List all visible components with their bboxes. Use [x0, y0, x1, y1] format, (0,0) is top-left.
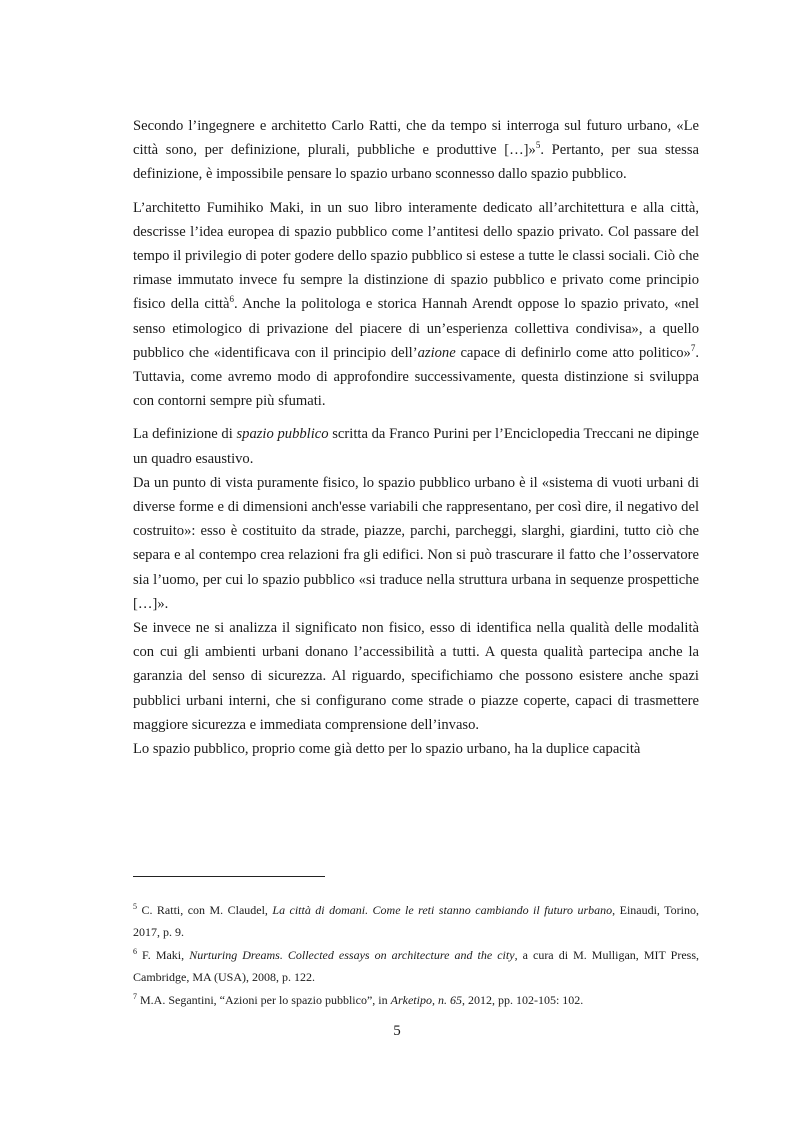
- footnote-ref-6[interactable]: 6: [229, 294, 235, 305]
- paragraph-ratti: Secondo l’ingegnere e architetto Carlo Ratti, che da tempo si interroga sul futuro urbano, «Le città sono, per definizione, plurali, pubbliche e produttive […]»$^5$. Pertanto, per sua stessa definizione, è impossibile pensare lo spazio urbano sconnesso dallo spazio pubblico.: [133, 118, 699, 183]
- footnote-ref-5[interactable]: 5: [535, 140, 541, 151]
- paragraph-purini: La definizione di spazio pubblico scritta da Franco Purini per l’Enciclopedia Treccani ne dipinge un quadro esaustivo.: [133, 426, 699, 467]
- footnote-separator: [133, 876, 325, 877]
- body-text: [133, 114, 699, 761]
- paragraph-nonphysical: Se invece ne si analizza il significato non fisico, esso di identifica nella qualità delle modalità con cui gli ambienti urbani donano l’accessibilità a tutti. A questa qualità partecipa anche la garanzia del senso di sicurezza. Al riguardo, specifichiamo che possono esistere anche spazi pubblici urbani interni, che si configurano come strade o piazze coperte, capaci di trasmettere maggiore sicurezza e immediata comprensione dell’invaso.: [133, 620, 699, 733]
- paragraph-physical: Da un punto di vista puramente fisico, lo spazio pubblico urbano è il «sistema di vuoti urbani di diverse forme e di dimensioni anch'esse variabili che rappresentano, per così dire, il negativo del costruito»: esso è costituito da strade, piazze, parchi, parcheggi, slarghi, giardini, tutto ciò che separa e al contempo crea relazioni fra gli edifici. Non si può trascurare il fatto che l’osservatore sia l’uomo, per cui lo spazio pubblico «si traduce nella struttura urbana in sequenze prospettiche […]».: [133, 474, 699, 612]
- footnote-ref-7[interactable]: 7: [690, 342, 696, 353]
- paragraph-maki: L’architetto Fumihiko Maki, in un suo libro interamente dedicato all’architettura e alla città, descrisse l’idea europea di spazio pubblico come l’antitesi dello spazio privato. Col passare del tempo il privilegio di poter godere dello spazio pubblico si estese a tutte le classi sociali. Ciò che rimase immutato invece fu sempre la distinzione di spazio pubblico e privato come principio fisico della città$^6$. Anche la politologa e storica Hannah Arendt oppose lo spazio privato, «nel senso etimologico di privazione del piacere di un’esperienza collettiva condivisa», a quello pubblico che «identificava con il principio dell’azione capace di definirlo come atto politico»$^7$. Tuttavia, come avremo modo di approfondire successivamente, questa distinzione si sviluppa con contorni sempre più sfumati.: [133, 199, 699, 410]
- footnotes: [133, 899, 699, 1011]
- page-number: 5: [393, 1023, 401, 1039]
- footnote-7: $^7$ M.A. Segantini, “Azioni per lo spazio pubblico”, in Arketipo, n. 65, 2012, pp. 102-105: 102.: [133, 992, 584, 1007]
- paragraph-duplice: Lo spazio pubblico, proprio come già detto per lo spazio urbano, ha la duplice capacità: [133, 741, 641, 758]
- footnote-6: $^6$ F. Maki, Nurturing Dreams. Collected essays on architecture and the city, a cura di M. Mulligan, MIT Press, Cambridge, MA (USA), 2008, p. 122.: [133, 947, 700, 984]
- footnote-5: $^5$ C. Ratti, con M. Claudel, La città di domani. Come le reti stanno cambiando il futuro urbano, Einaudi, Torino, 2017, p. 9.: [133, 902, 699, 939]
